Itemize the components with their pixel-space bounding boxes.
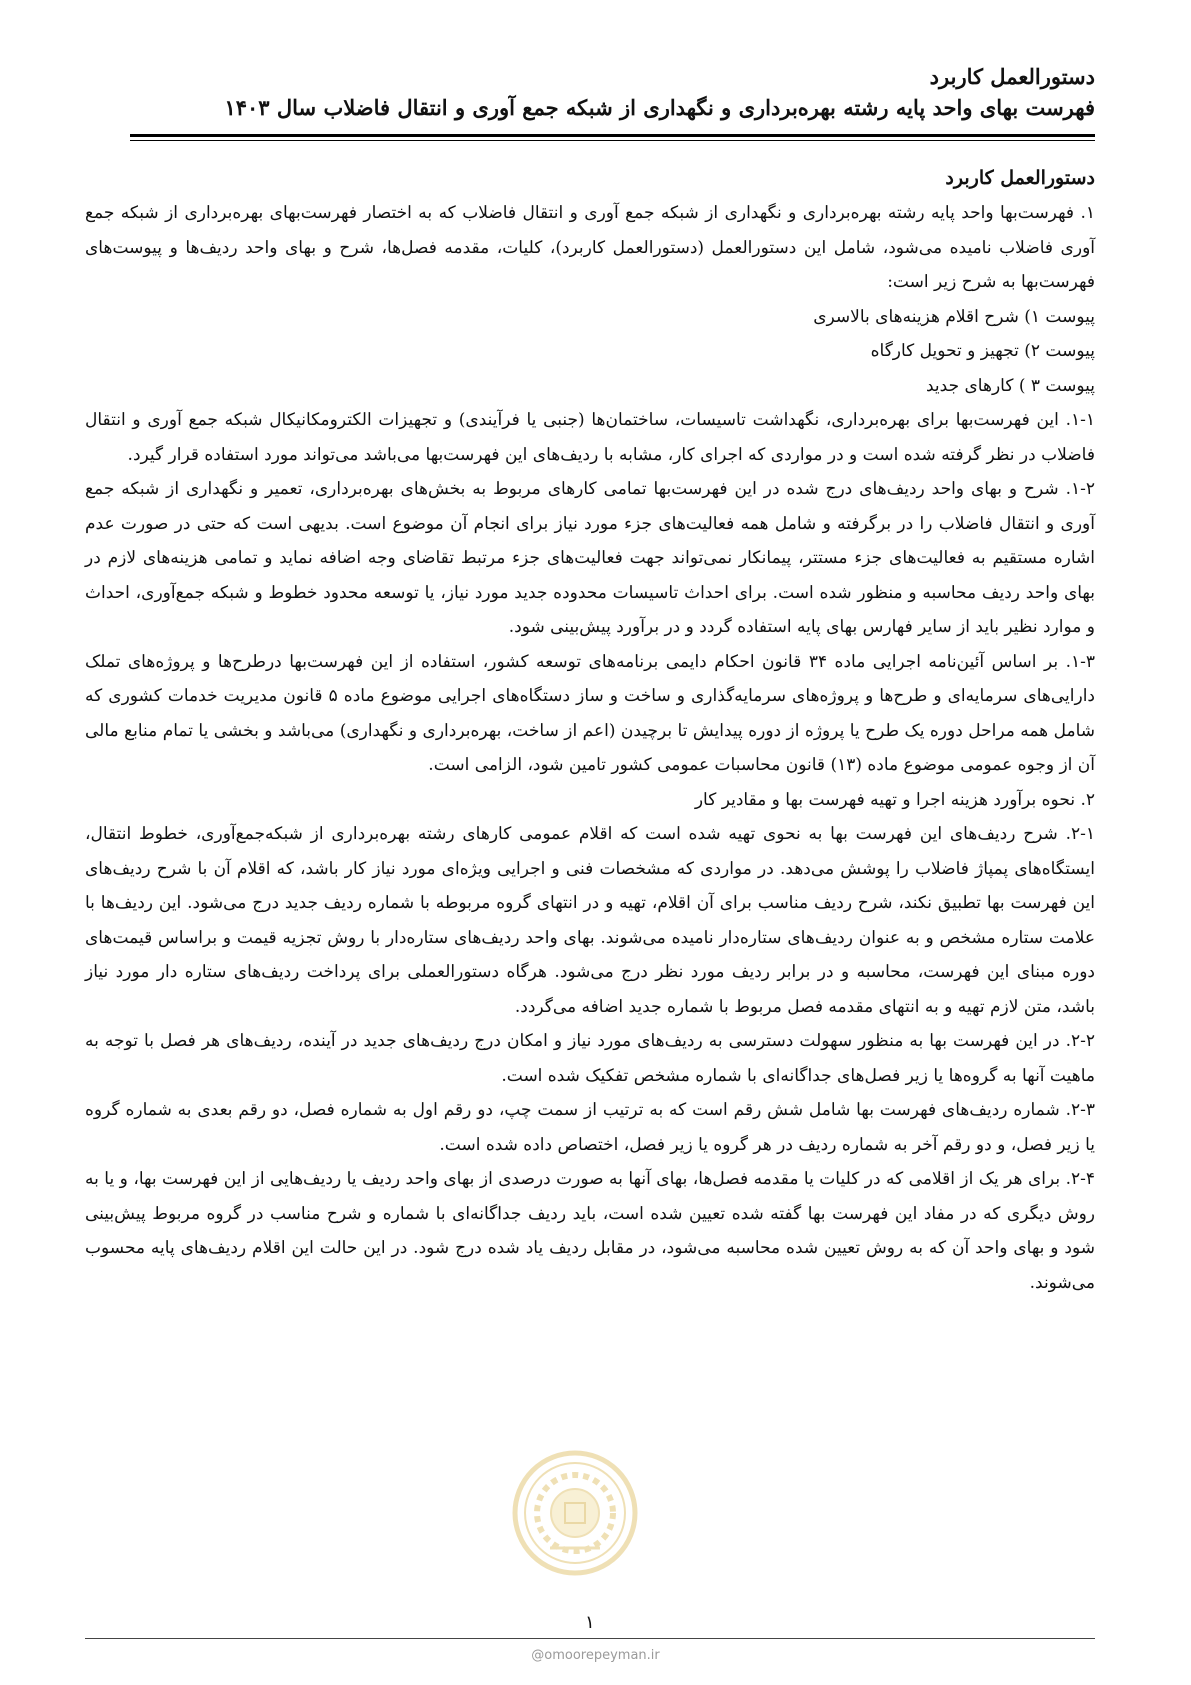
page-header (130, 62, 1095, 124)
header-subtitle: فهرست بهای واحد پایه رشته بهره‌برداری و نگهداری از شبکه جمع آوری و انتقال فاضلاب سال ۱۴۰۳ (224, 95, 1095, 120)
paragraph-1-3: ۱-۳. بر اساس آئین‌نامه اجرایی ماده ۳۴ قانون احکام دایمی برنامه‌های توسعه کشور، استفاده از این فهرست‌بها درطرح‌ها و پروژه‌های تملک دارایی‌های سرمایه‌ای و طرح‌ها و پروژه‌های سرمایه‌گذاری و ساخت و ساز دستگاه‌های اجرایی موضوع ماده ۵ قانون مدیریت خدمات کشوری که شامل همه مراحل دوره یک طرح یا پروژه از دوره پیدایش تا برچیدن (اعم از ساخت، بهره‌برداری و نگهداری) می‌باشد و بخشی یا تمام منابع مالی آن از وجوه عمومی موضوع ماده (۱۳) قانون محاسبات عمومی کشور تامین شود، الزامی است. (85, 651, 1096, 775)
watermark-seal-icon (510, 1448, 640, 1578)
heading-2: ۲. نحوه برآورد هزینه اجرا و تهیه فهرست بها و مقادیر کار (694, 789, 1095, 810)
paragraph-1: ۱. فهرست‌بها واحد پایه رشته بهره‌برداری و نگهداری از شبکه جمع آوری و انتقال فاضلاب که به اختصار فهرست‌بهای بهره‌برداری از شبکه جمع آوری فاضلاب نامیده می‌شود، شامل این دستورالعمل (دستورالعمل کاربرد)، کلیات، مقدمه فصل‌ها، شرح و بهای واحد ردیف‌ها و پیوست‌های فهرست‌بها به شرح زیر است: (85, 203, 1095, 292)
section-title: دستورالعمل کاربرد (945, 167, 1095, 189)
paragraph-1-1: ۱-۱. این فهرست‌بها برای بهره‌برداری، نگهداشت تاسیسات، ساختمان‌ها (جنبی یا فرآیندی) و تجهیزات الکترومکانیکال شبکه جمع آوری و انتقال فاضلاب در نظر گرفته شده است و در مواردی که اجرای کار، مشابه با ردیف‌های این فهرست‌بها می‌باشد می‌تواند مورد استفاده قرار گیرد. (85, 410, 1095, 465)
paragraph-2-4: ۲-۴. برای هر یک از اقلامی که در کلیات یا مقدمه فصل‌ها، بهای آنها به صورت درصدی از بهای واحد ردیف یا ردیف‌هایی از این فهرست بها، و یا به روش دیگری که در مفاد این فهرست بها گفته شده تعیین شده است، باید ردیف جداگانه‌ای با شماره و شرح مناسب در گروه مربوط پیش‌بینی شود و بهای واحد آن که به روش تعیین شده محاسبه می‌شود، در مقابل ردیف یاد شده درج شود. در این حالت این اقلام ردیف‌های پایه محسوب می‌شوند. (85, 1169, 1096, 1293)
footer-watermark-url: @omoorepeyman.ir (531, 1648, 660, 1663)
paragraph-2-2: ۲-۲. در این فهرست بها به منظور سهولت دسترسی به ردیف‌های مورد نیاز و امکان درج ردیف‌های جدید در آینده، ردیف‌های هر فصل با توجه به ماهیت آنها به گروه‌ها یا زیر فصل‌های جداگانه‌ای با شماره مشخص تفکیک شده است. (85, 1031, 1095, 1086)
header-rule-thin (130, 140, 1095, 141)
appendix-item-2: پیوست ۲) تجهیز و تحویل کارگاه (870, 341, 1095, 361)
footer-rule (85, 1638, 1095, 1639)
paragraph-2-1: ۲-۱. شرح ردیف‌های این فهرست بها به نحوی تهیه شده است که اقلام عمومی کارهای رشته بهره‌برداری از شبکه‌جمع‌آوری، خطوط انتقال، ایستگاه‌های پمپاژ فاضلاب را پوشش می‌دهد. در مواردی که مشخصات فنی و اجرایی ویژه‌ای مورد نیاز کار باشد، که اقلام آن با شرح ردیف‌های این فهرست بها تطبیق نکند، شرح ردیف مناسب برای آن اقلام، تهیه و در انتهای گروه مربوطه با شماره ردیف جدید درج می‌شود. این ردیف‌ها با علامت ستاره مشخص و به عنوان ردیف‌های ستاره‌دار نامیده می‌شوند. بهای واحد ردیف‌های ستاره‌دار با روش تجزیه قیمت و براساس قیمت‌های دوره مبنای این فهرست، محاسبه و در برابر ردیف مورد نظر درج می‌شود. هرگاه دستورالعملی برای پرداخت ردیف‌های ستاره دار مورد نیاز باشد، متن لازم تهیه و به انتهای مقدمه فصل مربوط با شماره جدید اضافه می‌گردد. (85, 824, 1095, 1017)
appendix-item-3: پیوست ۳ ) کارهای جدید (926, 375, 1095, 396)
paragraph-2-3: ۲-۳. شماره ردیف‌های فهرست بها شامل شش رقم است که به ترتیب از سمت چپ، دو رقم اول به شماره فصل، دو رقم بعدی به شماره گروه یا زیر فصل، و دو رقم آخر به شماره ردیف در هر گروه یا زیر فصل، اختصاص داده شده است. (85, 1100, 1095, 1155)
header-title: دستورالعمل کاربرد (929, 64, 1095, 89)
paragraph-1-2: ۱-۲. شرح و بهای واحد ردیف‌های درج شده در این فهرست‌بها تمامی کارهای مربوط به بخش‌های بهره‌برداری، تعمیر و نگهداری از شبکه جمع آوری و انتقال فاضلاب را در برگرفته و شامل همه فعالیت‌های جزء مورد نیاز برای انجام آن موضوع است. بدیهی است که حتی در صورت عدم اشاره مستقیم به فعالیت‌های جزء مستتر، پیمانکار نمی‌تواند جهت فعالیت‌های جزء مرتبط تقاضای وجه اضافه نماید و تمامی هزینه‌های لازم در بهای واحد ردیف محاسبه و منظور شده است. برای احداث تاسیسات محدوده جدید مورد نیاز، یا توسعه محدود خطوط و شبکه جمع‌آوری، احداث و موارد نظیر باید از سایر فهارس بهای پایه استفاده گردد و در برآورد پیش‌بینی شود. (85, 479, 1095, 637)
header-rule-thick (130, 134, 1095, 137)
page-number: ۱ (585, 1612, 595, 1633)
document-body (85, 160, 1095, 1300)
appendix-item-1: پیوست ۱) شرح اقلام هزینه‌های بالاسری (813, 306, 1095, 327)
